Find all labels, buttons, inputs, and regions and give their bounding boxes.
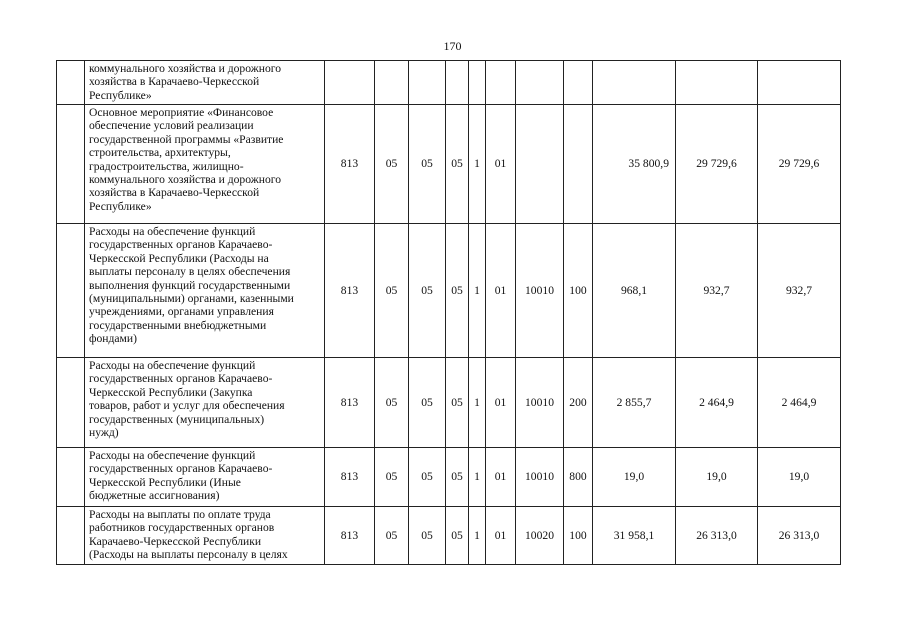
- ministry-code-cell: 813: [325, 105, 375, 224]
- subsection-code-cell: [409, 61, 446, 105]
- table-row: [57, 448, 841, 507]
- program-code-cell: 05: [446, 448, 469, 507]
- subprogram-code-cell: 1: [469, 224, 486, 358]
- program-code-cell: 05: [446, 105, 469, 224]
- ministry-code-cell: 813: [325, 358, 375, 448]
- expense-type-code-cell: 100: [564, 507, 593, 565]
- direction-code-cell: [516, 105, 564, 224]
- amount-year-3-cell: 29 729,6: [758, 105, 841, 224]
- ministry-code-cell: 813: [325, 448, 375, 507]
- ministry-code-cell: 813: [325, 507, 375, 565]
- direction-code-cell: 10010: [516, 224, 564, 358]
- description-cell: [85, 358, 325, 448]
- description-line: государственных органов Карачаево-: [89, 238, 273, 252]
- description-line: хозяйства в Карачаево-Черкесской: [89, 75, 260, 89]
- program-code-cell: 05: [446, 507, 469, 565]
- description-line: (Расходы на выплаты персоналу в целях: [89, 548, 288, 562]
- row-number-cell: [57, 224, 85, 358]
- description-line: Расходы на обеспечение функций: [89, 449, 256, 462]
- description-line: хозяйства в Карачаево-Черкесской: [89, 186, 260, 200]
- subsection-code-cell: 05: [409, 358, 446, 448]
- main-activity-code-cell: 01: [486, 507, 516, 565]
- description-line: (муниципальными) органами, казенными: [89, 292, 294, 306]
- description-line: Карачаево-Черкесской Республики: [89, 534, 262, 548]
- amount-year-3-cell: 2 464,9: [758, 358, 841, 448]
- subsection-code-cell: 05: [409, 507, 446, 565]
- amount-year-3-cell: [758, 61, 841, 105]
- description-line: фондами): [89, 332, 137, 346]
- section-code-cell: 05: [375, 358, 409, 448]
- subprogram-code-cell: 1: [469, 448, 486, 507]
- subsection-code-cell: 05: [409, 448, 446, 507]
- section-code-cell: [375, 61, 409, 105]
- description-line: Черкесской Республики (Иные: [89, 475, 241, 489]
- description-line: работников государственных органов: [89, 521, 275, 535]
- amount-year-1-cell: 968,1: [593, 224, 676, 358]
- description-line: градостроительства, жилищно-: [89, 159, 244, 173]
- amount-year-1-cell: [593, 61, 676, 105]
- table-row: [57, 358, 841, 448]
- description-line: выполнения функций государственными: [89, 278, 291, 292]
- main-activity-code-cell: 01: [486, 224, 516, 358]
- program-code-cell: 05: [446, 358, 469, 448]
- expense-type-code-cell: 100: [564, 224, 593, 358]
- description-line: Черкесской Республики (Закупка: [89, 385, 253, 399]
- description-line: коммунального хозяйства и дорожного: [89, 173, 282, 187]
- program-code-cell: 05: [446, 224, 469, 358]
- direction-code-cell: 10010: [516, 358, 564, 448]
- expense-type-code-cell: 800: [564, 448, 593, 507]
- description-line: Черкесской Республики (Расходы на: [89, 251, 269, 265]
- section-code-cell: 05: [375, 105, 409, 224]
- description-cell: [85, 61, 325, 105]
- description-line: государственных органов Карачаево-: [89, 462, 273, 476]
- ministry-code-cell: 813: [325, 224, 375, 358]
- description-cell: [85, 507, 325, 565]
- amount-year-2-cell: 19,0: [676, 448, 758, 507]
- description-line: учреждениями, органами управления: [89, 305, 274, 319]
- row-number-cell: [57, 105, 85, 224]
- main-activity-code-cell: 01: [486, 105, 516, 224]
- description-line: государственных (муниципальных): [89, 412, 265, 426]
- section-code-cell: 05: [375, 224, 409, 358]
- main-activity-code-cell: 01: [486, 448, 516, 507]
- row-number-cell: [57, 507, 85, 565]
- amount-year-2-cell: 932,7: [676, 224, 758, 358]
- subprogram-code-cell: 1: [469, 105, 486, 224]
- description-cell: [85, 105, 325, 224]
- row-number-cell: [57, 358, 85, 448]
- description-line: Расходы на обеспечение функций: [89, 225, 256, 238]
- budget-table: [56, 60, 841, 565]
- description-line: обеспечение условий реализации: [89, 119, 254, 133]
- description-cell: [85, 448, 325, 507]
- amount-year-1-cell: 35 800,9: [593, 105, 676, 224]
- table-row: [57, 507, 841, 565]
- direction-code-cell: [516, 61, 564, 105]
- description-line: коммунального хозяйства и дорожного: [89, 62, 282, 75]
- table-row: [57, 224, 841, 358]
- amount-year-2-cell: 26 313,0: [676, 507, 758, 565]
- amount-year-1-cell: 2 855,7: [593, 358, 676, 448]
- table-row: [57, 61, 841, 105]
- main-activity-code-cell: [486, 61, 516, 105]
- description-line: товаров, работ и услуг для обеспечения: [89, 399, 285, 413]
- main-activity-code-cell: 01: [486, 358, 516, 448]
- ministry-code-cell: [325, 61, 375, 105]
- subprogram-code-cell: 1: [469, 358, 486, 448]
- section-code-cell: 05: [375, 448, 409, 507]
- amount-year-2-cell: [676, 61, 758, 105]
- subprogram-code-cell: 1: [469, 507, 486, 565]
- expense-type-code-cell: 200: [564, 358, 593, 448]
- description-cell: [85, 224, 325, 358]
- description-line: Основное мероприятие «Финансовое: [89, 106, 274, 119]
- table-row: [57, 105, 841, 224]
- amount-year-3-cell: 932,7: [758, 224, 841, 358]
- description-line: Расходы на выплаты по оплате труда: [89, 508, 271, 521]
- description-line: бюджетные ассигнования): [89, 489, 220, 503]
- amount-year-1-cell: 31 958,1: [593, 507, 676, 565]
- description-line: выплаты персоналу в целях обеспечения: [89, 265, 291, 279]
- direction-code-cell: 10010: [516, 448, 564, 507]
- page-number: 170: [443, 39, 462, 53]
- expense-type-code-cell: [564, 61, 593, 105]
- description-line: строительства, архитектуры,: [89, 146, 231, 160]
- row-number-cell: [57, 448, 85, 507]
- subsection-code-cell: 05: [409, 224, 446, 358]
- amount-year-3-cell: 19,0: [758, 448, 841, 507]
- amount-year-2-cell: 29 729,6: [676, 105, 758, 224]
- section-code-cell: 05: [375, 507, 409, 565]
- description-line: Республике»: [89, 199, 152, 213]
- description-line: государственных органов Карачаево-: [89, 372, 273, 386]
- direction-code-cell: 10020: [516, 507, 564, 565]
- expense-type-code-cell: [564, 105, 593, 224]
- program-code-cell: [446, 61, 469, 105]
- description-line: Республике»: [89, 88, 152, 102]
- amount-year-2-cell: 2 464,9: [676, 358, 758, 448]
- description-line: государственной программы «Развитие: [89, 132, 284, 146]
- subprogram-code-cell: [469, 61, 486, 105]
- subsection-code-cell: 05: [409, 105, 446, 224]
- description-line: нужд): [89, 426, 119, 440]
- row-number-cell: [57, 61, 85, 105]
- amount-year-3-cell: 26 313,0: [758, 507, 841, 565]
- amount-year-1-cell: 19,0: [593, 448, 676, 507]
- description-line: государственными внебюджетными: [89, 318, 267, 332]
- description-line: Расходы на обеспечение функций: [89, 359, 256, 372]
